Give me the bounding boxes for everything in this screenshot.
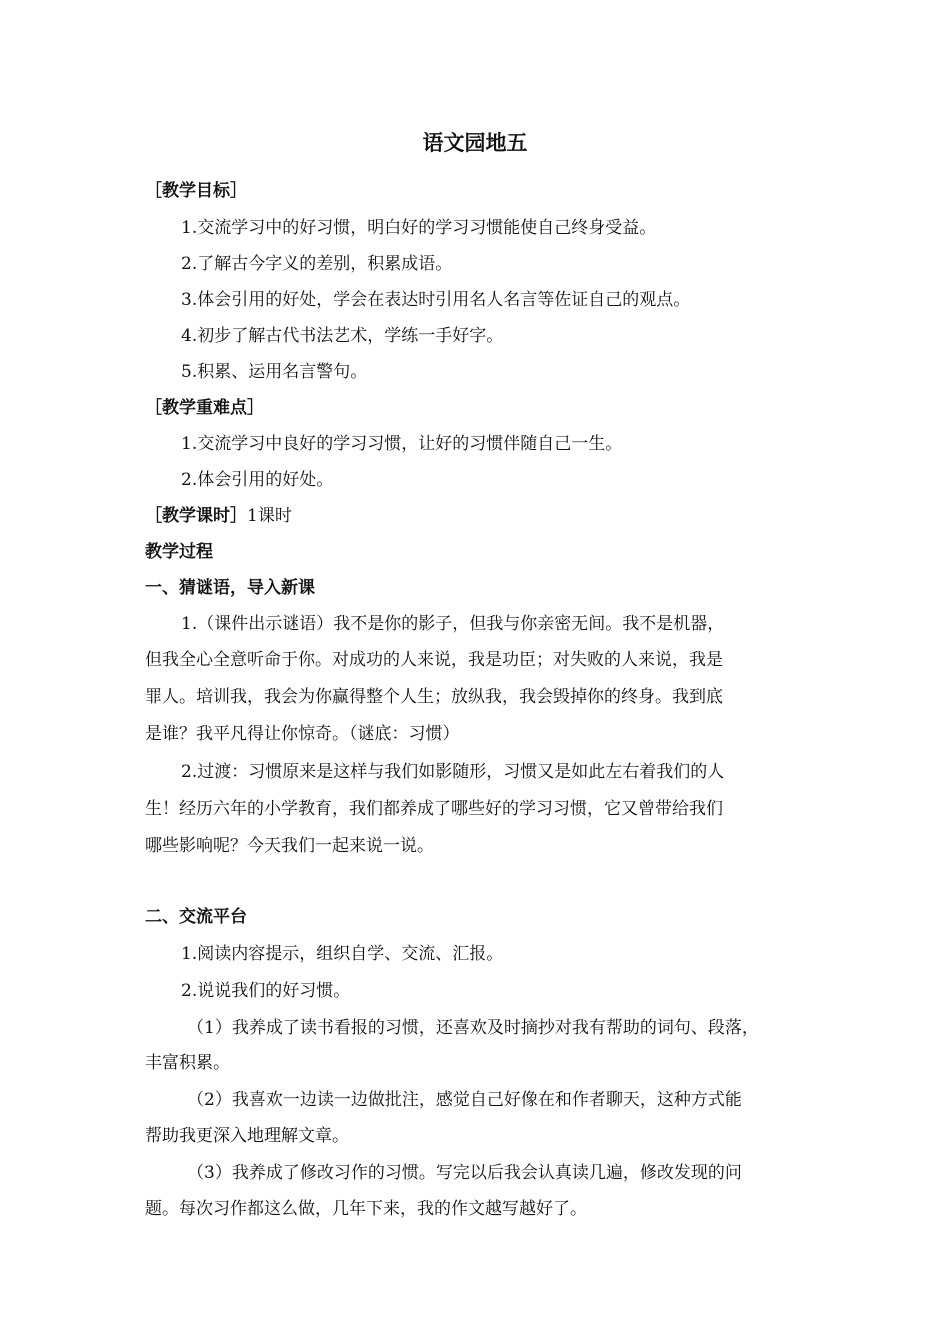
paragraph-line: 哪些影响呢？今天我们一起来说一说。 (145, 836, 434, 856)
paragraph-line: 但我全心全意听命于你。对成功的人来说，我是功臣；对失败的人来说，我是 (145, 650, 723, 670)
process-heading: 教学过程 (145, 542, 213, 562)
paragraph-line: （2）我喜欢一边读一边做批注，感觉自己好像在和作者聊天，这种方式能 (187, 1090, 742, 1110)
section1-heading: 一、猜谜语，导入新课 (145, 578, 315, 598)
paragraph-line: （3）我养成了修改习作的习惯。写完以后我会认真读几遍，修改发现的问 (187, 1163, 742, 1183)
paragraph-line: 题。每次习作都这么做，几年下来，我的作文越写越好了。 (145, 1199, 587, 1219)
objective-item: 1.交流学习中的好习惯，明白好的学习习惯能使自己终身受益。 (181, 218, 657, 238)
list-item: 2.说说我们的好习惯。 (181, 981, 351, 1001)
paragraph-line: 生！经历六年的小学教育，我们都养成了哪些好的学习习惯，它又曾带给我们 (145, 799, 723, 819)
list-item: 1.阅读内容提示，组织自学、交流、汇报。 (181, 944, 504, 964)
paragraph-line: 丰富积累。 (145, 1053, 230, 1073)
paragraph-line: 罪人。培训我，我会为你赢得整个人生；放纵我，我会毁掉你的终身。我到底 (145, 687, 723, 707)
objective-item: 2.了解古今字义的差别，积累成语。 (181, 254, 453, 274)
hours-heading: ［教学课时］ (145, 506, 247, 526)
objective-item: 3.体会引用的好处，学会在表达时引用名人名言等佐证自己的观点。 (181, 290, 691, 310)
paragraph-line: 1.（课件出示谜语）我不是你的影子，但我与你亲密无间。我不是机器， (181, 614, 725, 634)
page-title: 语文园地五 (422, 130, 528, 155)
paragraph-line: 2.过渡：习惯原来是这样与我们如影随形，习惯又是如此左右着我们的人 (181, 762, 725, 782)
hours-line (145, 504, 292, 528)
paragraph-line: 是谁？我平凡得让你惊奇。（谜底：习惯） (145, 724, 460, 744)
keypoint-item: 1.交流学习中良好的学习习惯，让好的习惯伴随自己一生。 (181, 434, 623, 454)
objectives-heading: ［教学目标］ (145, 181, 247, 201)
keypoints-heading: ［教学重难点］ (145, 398, 264, 418)
keypoint-item: 2.体会引用的好处。 (181, 470, 334, 490)
objective-item: 5.积累、运用名言警句。 (181, 362, 368, 382)
hours-value: 1课时 (247, 506, 292, 526)
section2-heading: 二、交流平台 (145, 907, 247, 927)
paragraph-line: （1）我养成了读书看报的习惯，还喜欢及时摘抄对我有帮助的词句、段落， (187, 1018, 759, 1038)
paragraph-line: 帮助我更深入地理解文章。 (145, 1126, 349, 1146)
objective-item: 4.初步了解古代书法艺术，学练一手好字。 (181, 326, 504, 346)
